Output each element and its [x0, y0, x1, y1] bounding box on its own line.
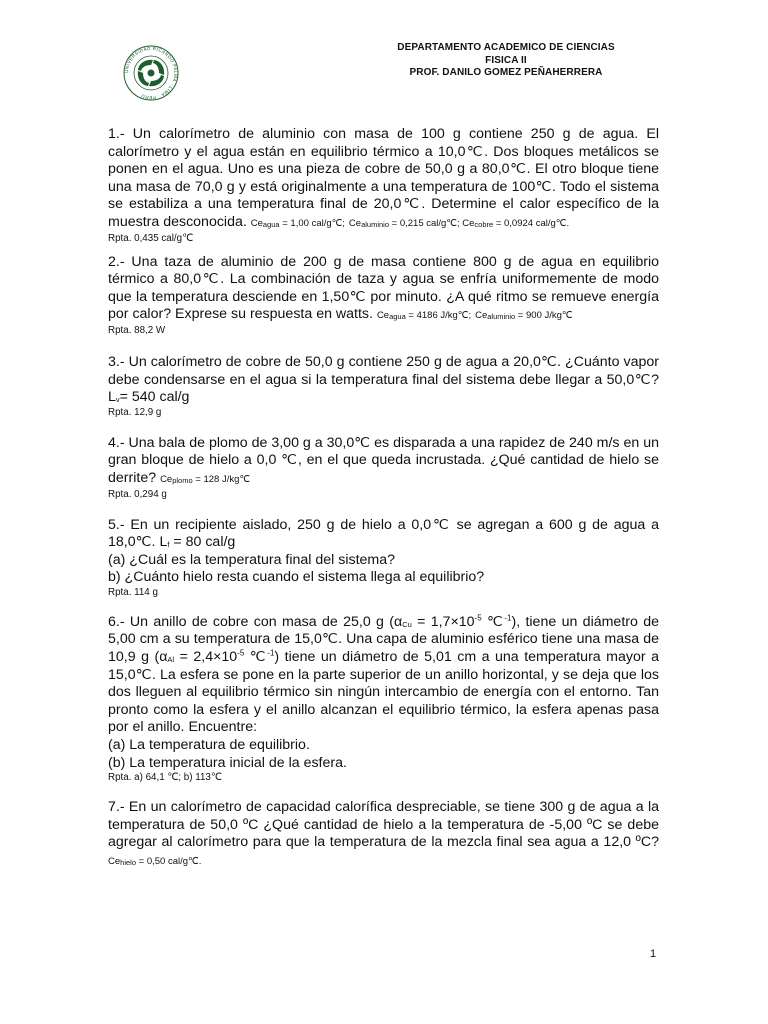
document-header — [330, 42, 682, 80]
problem-5-part-a: (a) ¿Cuál es la temperatura final del sistema? — [108, 551, 396, 568]
problem-3-latent-heat — [108, 389, 189, 405]
problem-1-constant-aluminum — [349, 218, 569, 229]
page-number: 1 — [650, 948, 657, 960]
problem-1-answer: Rpta. 0,435 cal/g℃ — [108, 232, 194, 244]
problem-5-latent-heat — [159, 534, 235, 550]
alpha-unit: ℃ — [481, 613, 505, 630]
ce-value: = 0,0924 cal/g℃. — [493, 217, 570, 229]
problem-2-text — [108, 254, 659, 325]
alpha-unit: ℃ — [244, 649, 268, 666]
ce-label: Ce — [475, 310, 488, 322]
problem-4-constant-lead — [160, 474, 250, 485]
ce-value: = 0,215 cal/g℃; — [389, 217, 463, 229]
problem-6-text — [108, 614, 659, 737]
problem-2-answer: Rpta. 88,2 W — [108, 324, 166, 336]
ce-subscript: agua — [262, 219, 280, 229]
ce-value: = 128 J/kg℃ — [192, 473, 251, 485]
latent-label: L — [159, 534, 168, 551]
problem-5-text — [108, 517, 659, 552]
problem-4-statement: 4.- Una bala de plomo de 3,00 g a 30,0℃ es disparada a una rapidez de 240 m/s en un gran bloque de hielo a 0,0 ℃, en el que queda incrustada. ¿Qué cantidad de hielo se derrite? — [108, 434, 659, 486]
problem-2-constant-water — [377, 310, 471, 321]
problem-3-statement: 3.- Un calorímetro de cobre de 50,0 g contiene 250 g de agua a 20,0℃. ¿Cuánto vapor debe condensarse en el agua si la temperatura final del sistema debe llegar a 50,0℃? — [108, 353, 659, 388]
problem-2-constant-aluminum — [475, 310, 573, 321]
problem-1-text — [108, 126, 659, 233]
problem-1 — [108, 126, 659, 245]
alpha-unit-exponent: -1 — [267, 648, 275, 658]
ce-label: Ce — [160, 473, 173, 485]
problem-7-statement: 7.- En un calorímetro de capacidad calorífica despreciable, se tiene 300 g de agua a la temperatura de 50,0 ºC ¿Qué cantidad de hielo a la temperatura de -5,00 ºC se debe agregar al calorímetro para que la temperatura de la mezcla final sea agua a 12,0 ºC? — [108, 799, 659, 851]
latent-label: L — [108, 389, 116, 406]
problem-4 — [108, 435, 659, 501]
ce-value: = 4186 J/kg℃; — [405, 310, 472, 322]
seal-text: UNIVERSIDAD RICARDO PALMA · LIMA · PERÚ — [123, 45, 179, 101]
latent-value: = 80 cal/g — [169, 534, 236, 551]
ce-subscript: hielo — [120, 858, 137, 867]
ce-value: = 1,00 cal/g℃; — [279, 217, 345, 229]
problem-4-text — [108, 435, 659, 489]
ce-label: Ce — [462, 217, 475, 229]
ce-label: Ce — [376, 310, 390, 322]
problem-3-text — [108, 354, 659, 407]
problem-6-statement-start: 6.- Un anillo de cobre con masa de 25,0 g (α — [108, 613, 403, 630]
alpha-unit-exponent: -1 — [504, 613, 512, 623]
alpha-exponent: -5 — [237, 648, 245, 658]
problem-list — [108, 126, 659, 881]
problem-4-answer: Rpta. 0,294 g — [108, 488, 167, 500]
problem-3 — [108, 354, 659, 419]
problem-7-text — [108, 799, 659, 870]
problem-6-statement-middle: ), tiene un diámetro de 5,00 cm a su temperatura de 15,0℃. Una capa de aluminio esférico tiene una masa de 10,9 g (α — [108, 613, 659, 666]
problem-6-statement-end: ) tiene un diámetro de 5,01 cm a una temperatura mayor a 15,0℃. La esfera se pone en la parte superior de un anillo horizontal, y se deja que los dos lleguen al equilibrio térmico sin ningún intercambio de energía con el entorno. Tan pronto como la esfera y el anillo alcanzan el equilibrio térmico, la esfera apenas pasa por el anillo. Encuentre: — [108, 649, 659, 736]
ce-subscript: aluminio — [361, 219, 389, 229]
problem-1-statement: 1.- Un calorímetro de aluminio con masa de 100 g contiene 250 g de agua. El calorímetro y el agua están en equilibrio térmico a 10,0℃. Dos bloques metálicos se ponen en el agua. Uno es una pieza de cobre de 50,0 g a 80,0℃. El otro bloque tiene una masa de 70,0 g y está originalmente a una temperatura de 100℃. Todo el sistema se estabiliza a una temperatura final de 20,0℃. Determine el calor específico de la muestra desconocida. — [108, 126, 659, 230]
ce-subscript: agua — [389, 312, 406, 322]
problem-7-constant-ice — [108, 856, 201, 867]
ce-subscript: aluminio — [487, 312, 516, 322]
alpha-value: = 2,4×10 — [174, 649, 238, 666]
problem-5-answer: Rpta. 114 g — [108, 586, 158, 598]
problem-3-answer: Rpta. 12,9 g — [108, 406, 162, 418]
alpha-subscript: Cu — [402, 619, 412, 629]
problem-7 — [108, 799, 659, 870]
problem-2-statement: 2.- Una taza de aluminio de 200 g de masa contiene 800 g de agua en equilibrio térmico a 80,0℃. La combinación de taza y agua se enfría uniformemente de modo que la temperatura desciende en 1,50℃ por minuto. ¿A qué ritmo se remueve energía por calor? Exprese su respuesta en watts. — [108, 253, 659, 323]
problem-6-part-b: (b) La temperatura inicial de la esfera. — [108, 754, 347, 771]
ce-label: Ce — [348, 217, 362, 229]
latent-value: = 540 cal/g — [119, 389, 190, 406]
problem-2 — [108, 254, 659, 337]
alpha-subscript: Al — [167, 655, 175, 665]
latent-subscript: f — [167, 540, 170, 550]
ce-label: Ce — [250, 217, 263, 229]
alpha-value: = 1,7×10 — [411, 613, 475, 630]
alpha-exponent: -5 — [474, 613, 482, 623]
latent-subscript: v — [115, 395, 120, 405]
problem-6-part-a: (a) La temperatura de equilibrio. — [108, 737, 310, 754]
ce-subscript: cobre — [474, 219, 494, 229]
problem-5-part-b: b) ¿Cuánto hielo resta cuando el sistema llega al equilibrio? — [108, 569, 485, 586]
ce-label: Ce — [108, 856, 121, 867]
department-title: DEPARTAMENTO ACADEMICO DE CIENCIAS — [397, 42, 615, 53]
problem-5 — [108, 517, 659, 599]
course-title: FISICA II — [485, 54, 527, 66]
problem-6-answer: Rpta. a) 64,1 ℃; b) 113℃ — [108, 772, 222, 784]
professor-name: PROF. DANILO GOMEZ PEÑAHERRERA — [409, 67, 603, 78]
ce-value: = 0,50 cal/g℃. — [136, 856, 202, 867]
problem-5-statement: 5.- En un recipiente aislado, 250 g de hielo a 0,0℃ se agregan a 600 g de agua a 18,0℃. — [108, 516, 659, 551]
ce-subscript: plomo — [172, 475, 193, 485]
problem-6 — [108, 614, 659, 784]
ce-value: = 900 J/kg℃ — [515, 310, 573, 322]
university-seal-icon — [122, 44, 180, 102]
problem-1-constant-water — [251, 218, 345, 229]
